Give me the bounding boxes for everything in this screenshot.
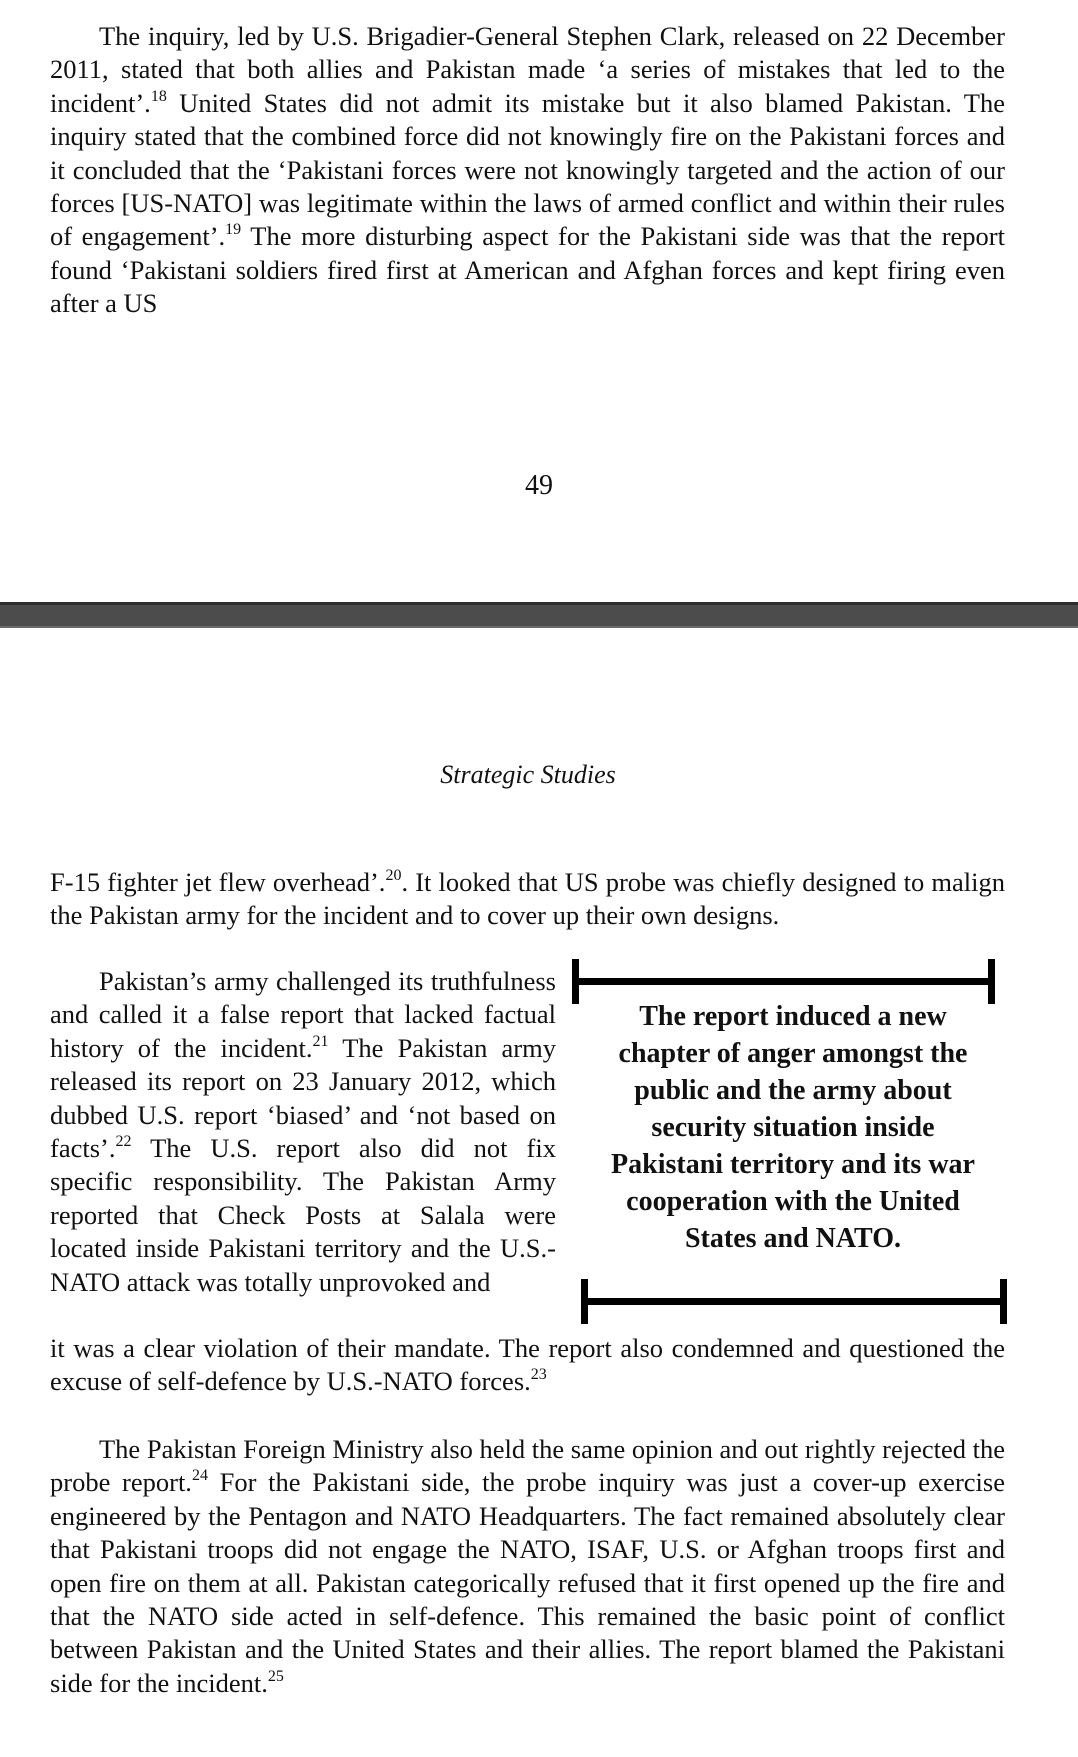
body-paragraph-tail <box>50 1332 1005 1399</box>
footnote-ref[interactable]: 22 <box>115 1133 132 1151</box>
paragraph-text: The more disturbing aspect for the Pakistani side was that the report found ‘Pakistani soldiers fired first at American and Afghan forces and kept firing even after a US <box>50 221 1005 319</box>
paragraph-text: . It looked that US probe was chiefly designed to malign the Pakistan army for the incident and to cover up their own designs. <box>50 867 1005 931</box>
paragraph-text: The U.S. report also did not fix specific responsibility. The Pakistan Army reported that Check Posts at Salala were located inside Pakistani territory and the U.S.-NATO attack was totally unprovoked and <box>50 1133 556 1297</box>
paragraph-text: The Pakistan army released its report on 23 January 2012, which dubbed U.S. report ‘biased’ and ‘not based on facts’. <box>50 1032 556 1164</box>
paragraph-text: United States did not admit its mistake but it also blamed Pakistan. The inquiry stated that the combined force did not knowingly fire on the Pakistani forces and it concluded that the ‘Pakistani forces were not knowingly targeted and the action of our forces [US-NATO] was legitimate within the laws of armed conflict and within their rules of engagement’. <box>50 87 1005 252</box>
paragraph-text: Pakistan’s army challenged its truthfulness and called it a false report that lacked factual history of the incident. <box>50 966 556 1063</box>
page-number: 49 <box>525 470 553 501</box>
page-separator <box>0 602 1078 628</box>
paragraph-text: it was a clear violation of their mandate. The report also condemned and questioned the excuse of self-defence by U.S.-NATO forces. <box>50 1333 1005 1397</box>
footnote-ref[interactable]: 23 <box>530 1366 547 1384</box>
body-paragraph-army-challenge <box>50 965 556 1299</box>
footnote-ref[interactable]: 25 <box>267 1667 284 1685</box>
pull-quote-rule-cap <box>1000 1279 1007 1324</box>
pull-quote-rule-cap <box>988 959 995 1004</box>
footnote-ref[interactable]: 21 <box>312 1032 329 1050</box>
body-paragraph-foreign-ministry <box>50 1433 1005 1700</box>
paragraph-text: F-15 fighter jet flew overhead’. <box>50 867 386 897</box>
paragraph-text: For the Pakistani side, the probe inquiry was just a cover-up exercise engineered by the Pentagon and NATO Headquarters. The fact remained absolutely clear that Pakistani troops did not engage the NATO, ISAF, U.S. or Afghan troops first and open fire on them at all. Pakistan categorically refused that it first opened up the fire and that the NATO side acted in self-defence. This remained the basic point of conflict between Pakistan and the United States and their allies. The report blamed the Pakistani side for the incident. <box>50 1467 1005 1698</box>
pull-quote-rule-cap <box>572 959 579 1004</box>
paragraph-text: The inquiry, led by U.S. Brigadier-General Stephen Clark, released on 22 December 2011, stated that both allies and Pakistan made ‘a series of mistakes that led to the incident’. <box>50 21 1005 118</box>
pull-quote-rule-cap <box>581 1279 588 1324</box>
body-paragraph-inquiry <box>50 20 1005 321</box>
pull-quote-bottom-rule <box>581 1298 1007 1305</box>
footnote-ref[interactable]: 18 <box>150 87 167 105</box>
footnote-ref[interactable]: 20 <box>385 867 402 884</box>
body-paragraph-continuation <box>50 866 1005 933</box>
pull-quote: The report induced a new chapter of anger amongst the public and the army about security situation inside Pakistani territory and its war cooperation with the United States and NATO. <box>611 1001 975 1254</box>
paragraph-text: The Pakistan Foreign Ministry also held the same opinion and out rightly rejected the probe report. <box>50 1434 1005 1498</box>
pull-quote-top-rule <box>572 978 995 985</box>
footnote-ref[interactable]: 24 <box>191 1467 208 1485</box>
running-head: Strategic Studies <box>440 760 616 789</box>
footnote-ref[interactable]: 19 <box>225 221 242 239</box>
